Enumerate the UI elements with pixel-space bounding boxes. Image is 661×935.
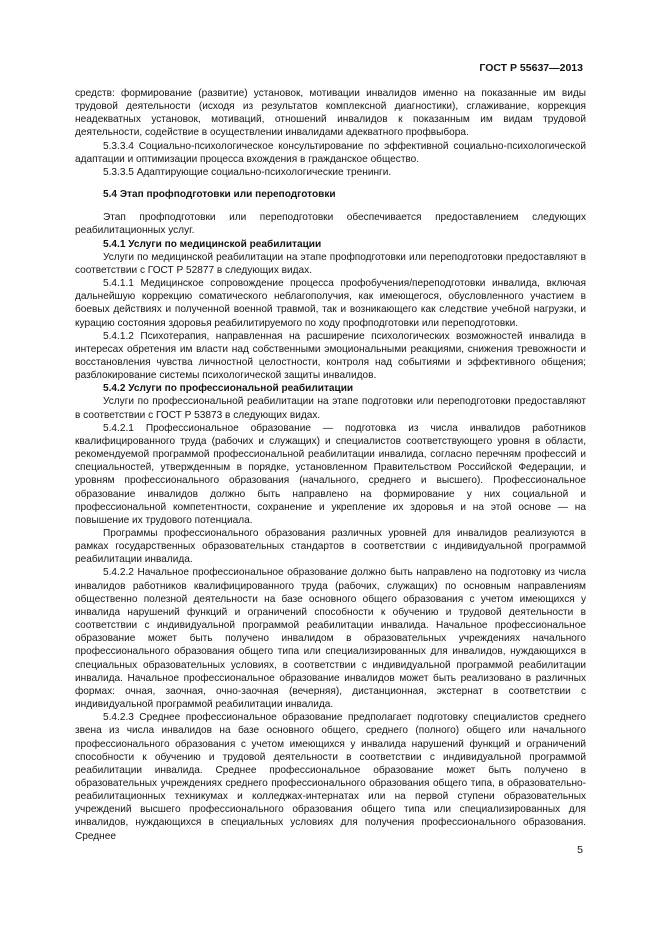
paragraph: Этап профподготовки или переподготовки обеспечивается предоставлением следующих реабилитационных услуг. (75, 212, 586, 237)
page-number: 5 (577, 844, 583, 856)
paragraph: 5.4.2.3 Среднее профессиональное образование предполагает подготовку специалистов среднего звена из числа инвалидов на базе основного общего, среднего (полного) общего или начального профессионального образования с учетом имеющихся у инвалида нарушений функций и ограничений способности к обучению и трудовой деятельности в соответствии с индивидуальной программой реабилитации инвалида. Среднее профессиональное образование может быть получено в образовательных учреждениях среднего профессионального образования общего типа, в образовательно-реабилитационных техникумах и колледжах-интернатах или на первой ступени образовательных учреждений высшего профессионального образования общего типа или специализированных для инвалидов, нуждающихся в специальных условиях для получения профессионального образования. Среднее (75, 712, 586, 842)
paragraph: средств: формирование (развитие) установок, мотивации инвалидов именно на показанные им виды трудовой деятельности (исходя из результатов комплексной диагностики), сглаживание, коррекция неадекватных установок, мотиваций, отношений инвалидов к показанным им видам трудовой деятельности, содействие в осуществлении инвалидами адекватного профвыбора. (75, 88, 586, 139)
section-heading: 5.4 Этап профподготовки или переподготовки (103, 189, 336, 201)
paragraph: Услуги по профессиональной реабилитации на этапе подготовки или переподготовки предоставляют в соответствии с ГОСТ Р 53873 в следующих видах. (75, 396, 586, 421)
paragraph: 5.3.3.4 Социально-психологическое консультирование по эффективной социально-психологической адаптации и оптимизации процесса вхождения в гражданское общество. (75, 140, 586, 165)
subsection-heading: 5.4.1 Услуги по медицинской реабилитации (103, 238, 322, 250)
paragraph: 5.4.1.2 Психотерапия, направленная на расширение психологических возможностей инвалида в интересах обретения им власти над собственными эмоциональными реакциями, снижения тревожности и восстановления чувства личностной целостности, контроля над событиями и эффективного общения; разблокирование системы психологической защиты инвалидов. (75, 330, 586, 382)
paragraph: Программы профессионального образования различных уровней для инвалидов реализуются в рамках государственных образовательных стандартов в соответствии с индивидуальной программой реабилитации инвалида. (75, 528, 586, 566)
document-body (75, 87, 586, 843)
paragraph: Услуги по медицинской реабилитации на этапе профподготовки или переподготовки предоставляют в соответствии с ГОСТ Р 52877 в следующих видах. (75, 251, 586, 276)
document-header: ГОСТ Р 55637—2013 (479, 62, 583, 74)
subsection-heading: 5.4.2 Услуги по профессиональной реабилитации (103, 383, 354, 395)
paragraph: 5.4.2.2 Начальное профессиональное образование должно быть направлено на подготовку из числа инвалидов работников квалифицированного труда (рабочих, служащих) по основным направлениям общественно полезной деятельности на базе основного общего образования с учетом имеющихся у инвалида нарушений функций и ограничений способности к обучению и трудовой деятельности в соответствии с индивидуальной программой реабилитации инвалида. Начальное профессиональное образование может быть получено инвалидом в образовательных учреждениях начального профессионального образования общего типа или специализированных для инвалидов, нуждающихся в специальных образовательных условиях, в соответствии с индивидуальной программой реабилитации инвалида. Начальное профессиональное образование инвалидов может быть реализовано в различных формах: очная, заочная, очно-заочная (вечерняя), дистанционная, экстернат в соответствии с индивидуальной программой реабилитации инвалида. (75, 567, 586, 711)
paragraph: 5.4.2.1 Профессиональное образование — подготовка из числа инвалидов работников квалифицированного труда (рабочих и служащих) и специалистов соответствующего уровня в области, рекомендуемой программой профессиональной реабилитации инвалида, согласно перечням профессий и специальностей, утвержденным в порядке, установленном Правительством Российской Федерации, и уровням профессионального образования (начального, среднего и высшего). Профессиональное образование инвалидов должно быть направлено на формирование у них социальной и профессиональной компетентности, сохранение и укрепление их здоровья и на этой основе — на повышение их трудового потенциала. (75, 422, 586, 526)
paragraph: 5.4.1.1 Медицинское сопровождение процесса профобучения/переподготовки инвалида, включая дальнейшую коррекцию соматического неблагополучия, как имеющегося, обусловленного участием в боевых действиях и полученной военной травмой, так и возникающего как следствие учебной нагрузки, и курацию состояния здоровья реабилитируемого по ходу профподготовки или переподготовки. (75, 278, 586, 329)
paragraph: 5.3.3.5 Адаптирующие социально-психологические тренинги. (103, 166, 392, 178)
